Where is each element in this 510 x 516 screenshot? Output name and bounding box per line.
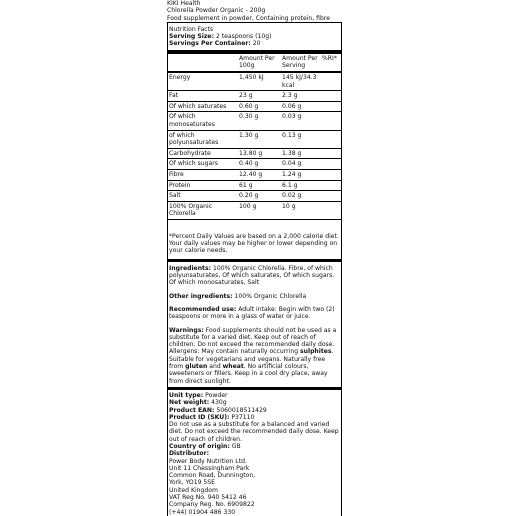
product-details xyxy=(168,390,341,516)
ri-value xyxy=(321,91,341,102)
distributor-label: Distributor: xyxy=(169,450,210,458)
table-row xyxy=(168,130,341,148)
table-row xyxy=(168,112,341,130)
serving-size xyxy=(168,33,341,40)
origin-label: Country of origin: xyxy=(169,443,230,450)
ri-value xyxy=(321,169,341,180)
brand-name: KIKI Health xyxy=(167,0,201,7)
nutrition-facts-box xyxy=(167,22,342,516)
ri-value xyxy=(321,112,341,130)
sku-line xyxy=(169,414,340,421)
nutrient-name: Fat xyxy=(168,91,238,102)
per-100g-value: 100 g xyxy=(238,201,281,219)
sku-label: Product ID (SKU): xyxy=(169,413,230,421)
recommended-use-paragraph xyxy=(169,306,340,321)
per-serving-value: 0.06 g xyxy=(281,101,321,112)
ingredients-paragraph xyxy=(169,265,340,287)
usage-notice: Do not use as a substitute for a balanced and varied diet. Do not exceed the recommended daily dose. Keep out of reach of children. xyxy=(169,421,339,443)
nutrient-name: Energy xyxy=(168,72,238,91)
nutrient-name: Carbohydrate xyxy=(168,148,238,159)
per-serving-value: 1.38 g xyxy=(281,148,321,159)
ean-value: 5060018511429 xyxy=(216,406,267,414)
supplement-facts-panel xyxy=(165,0,344,516)
per-serving-value: 0.02 g xyxy=(281,191,321,202)
header-empty xyxy=(168,54,238,72)
serving-size-label: Serving Size: xyxy=(169,33,215,41)
table-header-row xyxy=(168,54,341,72)
per-100g-value: 0.30 g xyxy=(238,112,281,130)
per-100g-value: 1,450 kJ xyxy=(238,72,281,91)
nutrition-facts-title: Nutrition Facts xyxy=(169,25,214,33)
per-100g-value: 1.30 g xyxy=(238,130,281,148)
distributor-address-line: Power Body Nutrition Ltd. xyxy=(169,457,247,465)
nutrient-name: Protein xyxy=(168,180,238,191)
serving-size-value: 2 teaspoons (10g) xyxy=(215,33,272,41)
ri-value xyxy=(321,72,341,91)
per-serving-value: 10 g xyxy=(281,201,321,219)
nutrient-name: 100% Organic Chlorella xyxy=(168,201,238,219)
ri-value xyxy=(321,180,341,191)
unit-type-value: Powder xyxy=(205,391,228,399)
nutrient-name: Of which monosaturates xyxy=(168,112,238,130)
unit-type-label: Unit type: xyxy=(169,391,204,399)
nutrient-name: Of which sugars xyxy=(168,159,238,170)
per-serving-value: 145 kJ/34.3 kcal xyxy=(281,72,321,91)
table-row xyxy=(168,169,341,180)
net-weight-label: Net weight: xyxy=(169,399,210,407)
origin-line xyxy=(169,443,340,450)
other-ingredients-paragraph xyxy=(169,293,340,300)
daily-values-footnote: *Percent Daily Values are based on a 2,000 calorie diet. Your daily values may be higher or lower depending on your calorie needs. xyxy=(168,230,341,262)
warnings-and: and xyxy=(209,363,221,371)
distributor-address-line: Company Reg. No. 6909822 xyxy=(169,501,255,509)
table-row xyxy=(168,72,341,91)
col-ri: %RI* xyxy=(321,54,341,72)
per-100g-value: 13.80 g xyxy=(238,148,281,159)
other-ingredients-text: 100% Organic Chlorella xyxy=(234,292,307,300)
col-amount-serving: Amount Per Serving xyxy=(281,54,321,72)
distributor-address-line: Common Road, Dunnington, xyxy=(169,472,256,480)
allergen-wheat: wheat xyxy=(222,363,244,371)
per-serving-value: 0.04 g xyxy=(281,159,321,170)
table-row xyxy=(168,159,341,170)
per-100g-value: 23 g xyxy=(238,91,281,102)
per-serving-value: 1.24 g xyxy=(281,169,321,180)
table-row xyxy=(168,148,341,159)
ri-value xyxy=(321,148,341,159)
ean-line xyxy=(169,407,340,414)
product-name: Chlorella Powder Organic - 200g xyxy=(167,7,266,15)
distributor-address-line: VAT Reg No. 940 5412 46 xyxy=(169,494,247,502)
allergen-gluten: gluten xyxy=(185,363,208,371)
product-header xyxy=(165,0,344,22)
warnings-text-3: . No artificial colours, sweeteners or fillers. Keep in a cool dry place, away from direct sunlight. xyxy=(169,363,328,385)
nutrient-name: of which polyunsaturates xyxy=(168,130,238,148)
nutrient-name: Of which saturates xyxy=(168,101,238,112)
col-amount-100: Amount Per 100g xyxy=(238,54,281,72)
table-row xyxy=(168,101,341,112)
unit-type-line xyxy=(169,392,340,399)
nutrient-name: Fibre xyxy=(168,169,238,180)
per-100g-value: 0.40 g xyxy=(238,159,281,170)
ri-value xyxy=(321,101,341,112)
ri-value xyxy=(321,201,341,219)
distributor-address-line: United Kingdom xyxy=(169,486,218,494)
distributor-address-line: Unit 11 Chessingham Park xyxy=(169,464,250,472)
nutrient-name: Salt xyxy=(168,191,238,202)
nutrition-table xyxy=(168,54,341,220)
per-serving-value: 0.03 g xyxy=(281,112,321,130)
servings-per-container xyxy=(168,40,341,47)
net-weight-line xyxy=(169,399,340,406)
other-ingredients-label: Other ingredients: xyxy=(169,292,233,300)
per-serving-value: 6.1 g xyxy=(281,180,321,191)
sku-value: P37110 xyxy=(231,413,255,421)
ingredient-info xyxy=(168,262,341,385)
per-serving-value: 2.3 g xyxy=(281,91,321,102)
per-100g-value: 12.40 g xyxy=(238,169,281,180)
warnings-paragraph xyxy=(169,327,340,385)
product-description: Food supplement in powder, Containing protein, fibre xyxy=(167,14,330,22)
servings-label: Servings Per Container: xyxy=(169,40,251,48)
warnings-text-2: . Suitable for vegetarians and vegans. Naturally free from xyxy=(169,348,334,371)
distributor-address-line: (+44) 01904 486 330 xyxy=(169,508,236,516)
table-row xyxy=(168,191,341,202)
net-weight-value: 430g xyxy=(211,399,227,407)
allergen-sulphites: sulphites xyxy=(300,348,332,356)
warnings-text-1: Food supplements should not be used as a substitute for a varied diet. Keep out of reach of children. Do not exceed the recommended daily dose. Allergens: May contain naturally occurring xyxy=(169,326,337,356)
recommended-use-label: Recommended use: xyxy=(169,305,237,313)
per-100g-value: 61 g xyxy=(238,180,281,191)
table-row xyxy=(168,91,341,102)
per-100g-value: 0.20 g xyxy=(238,191,281,202)
origin-value: GB xyxy=(231,443,241,450)
warnings-label: Warnings: xyxy=(169,326,204,334)
ri-value xyxy=(321,191,341,202)
ingredients-text: 100% Organic Chlorella. Fibre, of which polyunsaturates, Of which saturates, Of which sugars. Of which monosaturates, Salt xyxy=(169,264,335,287)
distributor-address-line: York, YO19 5SE xyxy=(169,479,216,487)
recommended-use-text: Adult intake: Begin with two (2) teaspoons or more in a glass of water or juice. xyxy=(169,305,335,321)
ri-value xyxy=(321,130,341,148)
ean-label: Product EAN: xyxy=(169,406,215,414)
ri-value xyxy=(321,159,341,170)
servings-value: 20 xyxy=(252,40,261,48)
table-row xyxy=(168,201,341,219)
table-row xyxy=(168,180,341,191)
distributor-address xyxy=(169,458,340,516)
per-serving-value: 0.13 g xyxy=(281,130,321,148)
distributor-line xyxy=(169,450,340,457)
per-100g-value: 0.60 g xyxy=(238,101,281,112)
ingredients-label: Ingredients: xyxy=(169,264,212,272)
